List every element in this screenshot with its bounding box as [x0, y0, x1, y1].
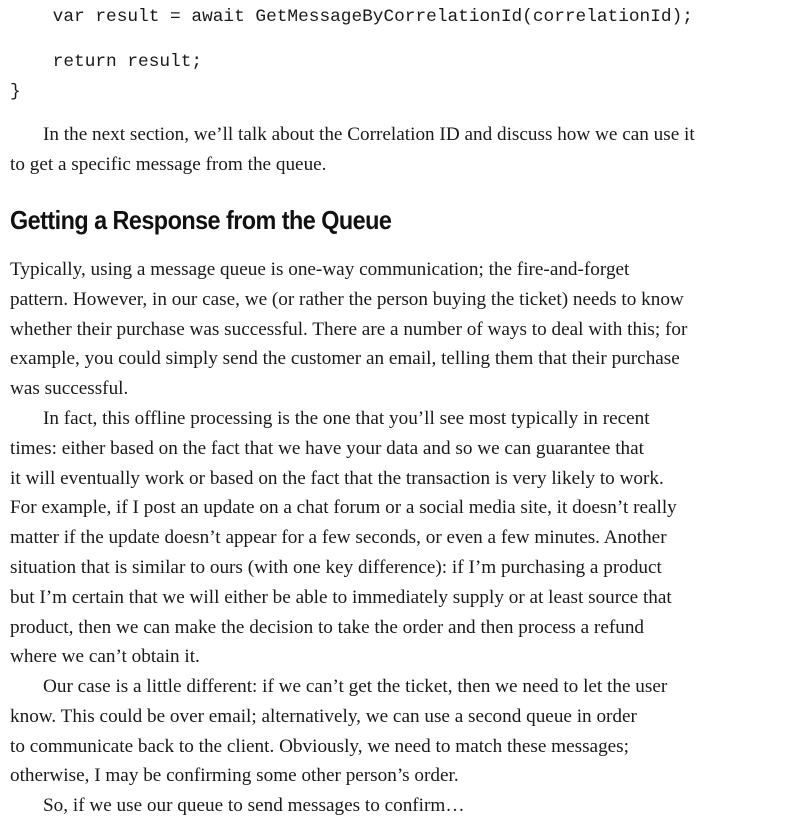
text-line: product, then we can make the decision to take the order and then process a refund: [10, 616, 645, 638]
intro-paragraph: [10, 120, 785, 180]
text-line: whether their purchase was successful. There are a number of ways to deal with this; for: [10, 318, 688, 340]
paragraph-one-way: [10, 255, 785, 404]
code-line-closing-brace: }: [10, 82, 21, 102]
section-heading: Getting a Response from the Queue: [10, 205, 392, 235]
text-line: was successful.: [10, 378, 129, 400]
text-line: to get a specific message from the queue.: [10, 153, 327, 175]
paragraph-cutoff: [10, 791, 785, 821]
text-line: know. This could be over email; alternatively, we can use a second queue in order: [10, 705, 637, 727]
text-line: to communicate back to the client. Obviously, we need to match these messages;: [10, 735, 629, 757]
text-line: but I’m certain that we will either be able to immediately supply or at least source that: [10, 586, 672, 608]
text-line: times: either based on the fact that we have your data and so we can guarantee that: [10, 437, 644, 459]
text-line: matter if the update doesn’t appear for a few seconds, or even a few minutes. Another: [10, 527, 667, 549]
text-line: In fact, this offline processing is the one that you’ll see most typically in recent: [43, 408, 650, 429]
text-line: Typically, using a message queue is one-way communication; the fire-and-forget: [10, 259, 630, 280]
text-line: Our case is a little different: if we can’t get the ticket, then we need to let the user: [43, 676, 668, 697]
text-line: it will eventually work or based on the fact that the transaction is very likely to work.: [10, 467, 664, 489]
text-line: example, you could simply send the customer an email, telling them that their purchase: [10, 348, 680, 370]
text-line: For example, if I post an update on a chat forum or a social media site, it doesn’t really: [10, 497, 677, 519]
code-line-return: return result;: [10, 52, 203, 72]
paragraph-our-case: [10, 672, 785, 791]
code-line-await: var result = await GetMessageByCorrelationId(correlationId);: [10, 7, 693, 27]
paragraph-offline-processing: [10, 404, 785, 672]
text-line: where we can’t obtain it.: [10, 646, 200, 668]
text-line: pattern. However, in our case, we (or rather the person buying the ticket) needs to know: [10, 288, 684, 310]
text-line: situation that is similar to ours (with one key difference): if I’m purchasing a product: [10, 556, 662, 578]
text-line: otherwise, I may be confirming some other person’s order.: [10, 765, 459, 787]
text-line: So, if we use our queue to send messages to confirm…: [43, 795, 465, 816]
text-line: In the next section, we’ll talk about the Correlation ID and discuss how we can use it: [43, 124, 695, 145]
